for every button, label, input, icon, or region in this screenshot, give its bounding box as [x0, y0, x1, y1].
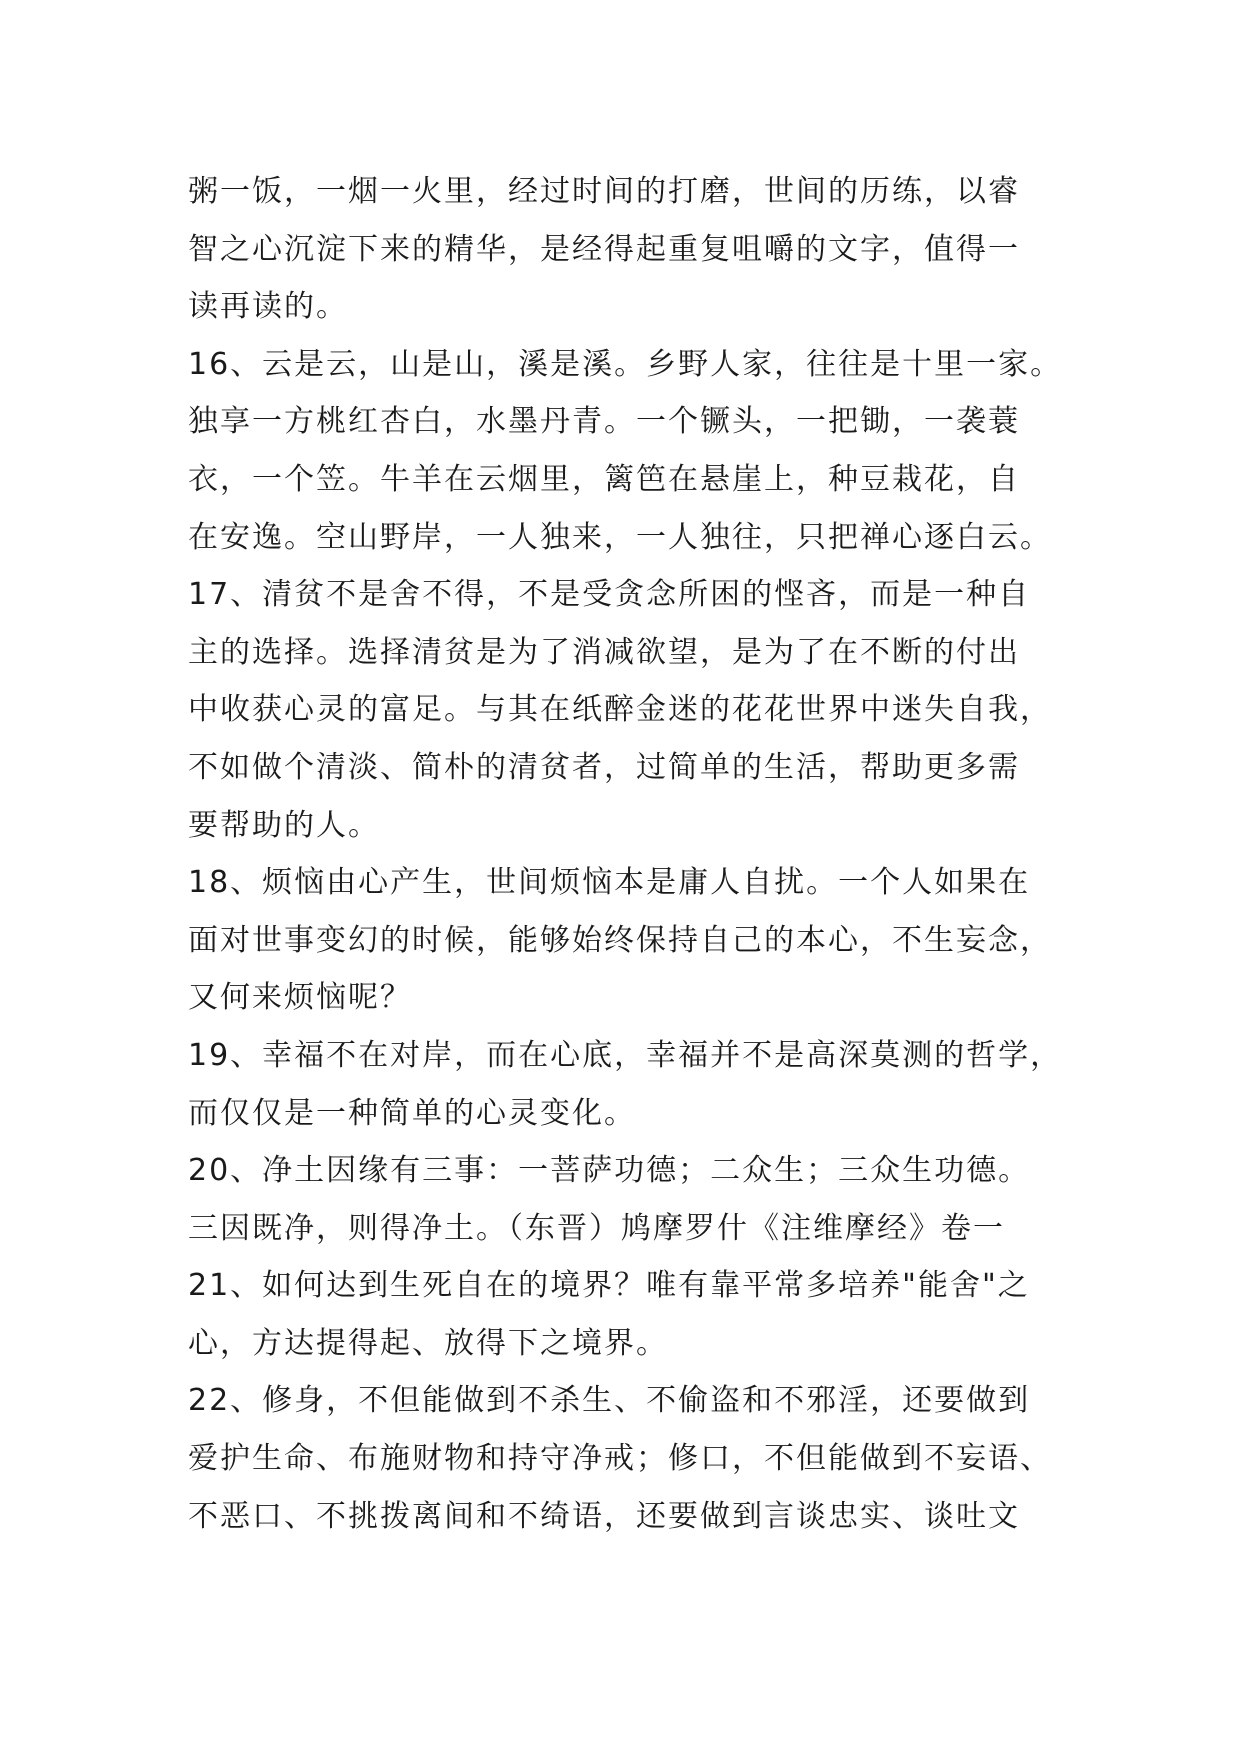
text-line: 粥一饭，一烟一火里，经过时间的打磨，世间的历练，以睿	[188, 174, 1020, 209]
text-line: 21、如何达到生死自在的境界？唯有靠平常多培养"能舍"之	[188, 1268, 1030, 1304]
text-line: 在安逸。空山野岸，一人独来，一人独往，只把禅心逐白云。	[188, 519, 1052, 555]
text-line: 22、修身，不但能做到不杀生、不偷盗和不邪淫，还要做到	[188, 1383, 1031, 1419]
text-line: 16、云是云，山是山，溪是溪。乡野人家，往往是十里一家。	[188, 346, 1063, 382]
text-line: 不恶口、不挑拨离间和不绮语，还要做到言谈忠实、谈吐文	[188, 1498, 1020, 1534]
text-line: 面对世事变幻的时候，能够始终保持自己的本心，不生妄念，	[188, 922, 1052, 958]
text-line: 主的选择。选择清贫是为了消减欲望，是为了在不断的付出	[188, 634, 1020, 670]
text-line: 要帮助的人。	[188, 807, 380, 843]
text-line: 独享一方桃红杏白，水墨丹青。一个镢头，一把锄，一袭蓑	[188, 404, 1020, 440]
text-line: 20、净土因缘有三事：一菩萨功德；二众生；三众生功德。	[188, 1153, 1031, 1189]
text-line: 心，方达提得起、放得下之境界。	[188, 1325, 668, 1361]
text-line: 而仅仅是一种简单的心灵变化。	[188, 1095, 636, 1131]
text-line: 17、清贫不是舍不得，不是受贪念所困的悭吝，而是一种自	[188, 577, 1031, 613]
text-line: 18、烦恼由心产生，世间烦恼本是庸人自扰。一个人如果在	[188, 865, 1031, 901]
text-line: 衣，一个笠。牛羊在云烟里，篱笆在悬崖上，种豆栽花，自	[188, 461, 1020, 497]
text-line: 读再读的。	[188, 289, 348, 325]
text-line: 不如做个清淡、简朴的清贫者，过简单的生活，帮助更多需	[188, 749, 1020, 785]
text-line: 又何来烦恼呢？	[188, 980, 412, 1016]
text-line: 19、幸福不在对岸，而在心底，幸福并不是高深莫测的哲学，	[188, 1037, 1063, 1073]
text-line: 中收获心灵的富足。与其在纸醉金迷的花花世界中迷失自我，	[188, 692, 1052, 728]
text-line: 爱护生命、布施财物和持守净戒；修口，不但能做到不妄语、	[188, 1441, 1052, 1477]
body-text	[188, 163, 1068, 1545]
text-line: 智之心沉淀下来的精华，是经得起重复咀嚼的文字，值得一	[188, 231, 1020, 267]
text-line: 三因既净，则得净土。（东晋）鸠摩罗什《注维摩经》卷一	[188, 1210, 1005, 1246]
